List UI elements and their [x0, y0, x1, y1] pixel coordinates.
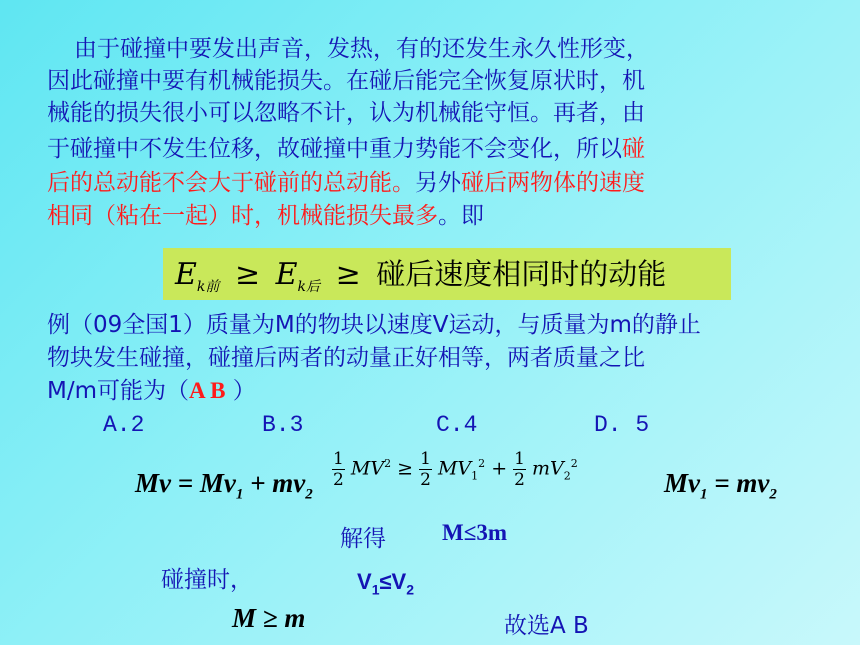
energy-subscript: 2: [563, 469, 571, 483]
formula-operator: ≥: [335, 257, 361, 292]
highlight-text: 碰: [622, 136, 645, 162]
highlight-text: 后的总动能不会大于碰前的总动能。: [47, 170, 415, 196]
example-line-2: 物块发生碰撞，碰撞后两者的动量正好相等，两者质量之比: [47, 345, 645, 371]
mass-condition: M ≥ m: [232, 603, 306, 633]
paragraph-text: 另外: [415, 170, 461, 196]
energy-equation: [332, 449, 578, 490]
paragraph-line-2: 因此碰撞中要有机械能损失。在碰后能完全恢复原状时，机: [47, 68, 645, 94]
paragraph-line-1: 由于碰撞中要发出声音，发热，有的还发生永久性形变，: [74, 36, 649, 62]
fraction-half: $\frac{1}{2}$: [514, 449, 525, 490]
equation-subscript: 2: [305, 486, 313, 503]
final-choice: 故选A B: [504, 613, 589, 639]
energy-subscript: 1: [471, 469, 479, 483]
formula-operator: ≥: [234, 257, 261, 292]
example-text: M/m可能为（: [47, 378, 189, 404]
energy-operator: +: [491, 457, 508, 480]
formula-symbol: E: [275, 257, 298, 292]
equation-part: Mv: [664, 468, 700, 498]
option-c: C.4: [436, 412, 478, 438]
example-text: ）: [225, 378, 256, 404]
energy-exponent: 2: [478, 457, 486, 471]
formula-subscript: k前: [196, 279, 220, 295]
equation-subscript: 1: [235, 486, 244, 503]
answer-text: A B: [189, 378, 226, 403]
equation-subscript: 2: [769, 486, 777, 503]
energy-term: MV: [437, 457, 472, 480]
energy-inequality-box: [163, 248, 731, 300]
formula-symbol: E: [175, 257, 197, 292]
energy-term: mV: [532, 457, 564, 480]
example-line-3: [47, 375, 256, 407]
highlight-text: 相同（粘在一起）时，机械能损失最多: [47, 203, 438, 229]
solve-result: M≤3m: [442, 520, 507, 545]
paragraph-text: 于碰撞中不发生位移，故碰撞中重力势能不会变化，所以: [47, 136, 622, 162]
example-line-1: 例（09全国1）质量为M的物块以速度V运动，与质量为m的静止: [47, 312, 701, 338]
paragraph-line-4: [47, 133, 645, 165]
velocity-part: ≤V: [379, 569, 407, 594]
option-d: D. 5: [594, 412, 650, 438]
equation-part: + mv: [243, 468, 306, 498]
velocity-condition: [357, 569, 414, 597]
equal-momentum-equation: [664, 468, 777, 503]
energy-term: MV: [350, 457, 385, 480]
paragraph-text: 。即: [438, 203, 484, 229]
option-a: A.2: [103, 412, 145, 438]
fraction-half: $\frac{1}{2}$: [420, 449, 431, 490]
equation-part: Mv = Mv: [135, 468, 236, 498]
solve-label: 解得: [340, 526, 386, 552]
paragraph-line-3: 械能的损失很小可以忽略不计，认为机械能守恒。再者，由: [47, 100, 645, 126]
formula-subscript: k后: [297, 279, 321, 295]
velocity-part: V: [357, 569, 372, 594]
option-b: B.3: [262, 412, 304, 438]
energy-operator: ≥: [397, 457, 414, 480]
fraction-half: $\frac{1}{2}$: [333, 449, 344, 490]
energy-exponent: 2: [570, 457, 578, 471]
energy-exponent: 2: [384, 457, 392, 471]
paragraph-line-6: [47, 200, 484, 232]
paragraph-line-5: [47, 167, 645, 199]
highlight-text: 碰后两物体的速度: [461, 170, 645, 196]
momentum-equation: [135, 468, 313, 503]
equation-subscript: 1: [700, 486, 708, 503]
formula-text: 碰后速度相同时的动能: [376, 257, 667, 291]
velocity-subscript: 1: [371, 581, 380, 598]
velocity-subscript: 2: [406, 581, 415, 598]
equation-part: = mv: [707, 468, 770, 498]
collision-label: 碰撞时，: [161, 567, 253, 593]
